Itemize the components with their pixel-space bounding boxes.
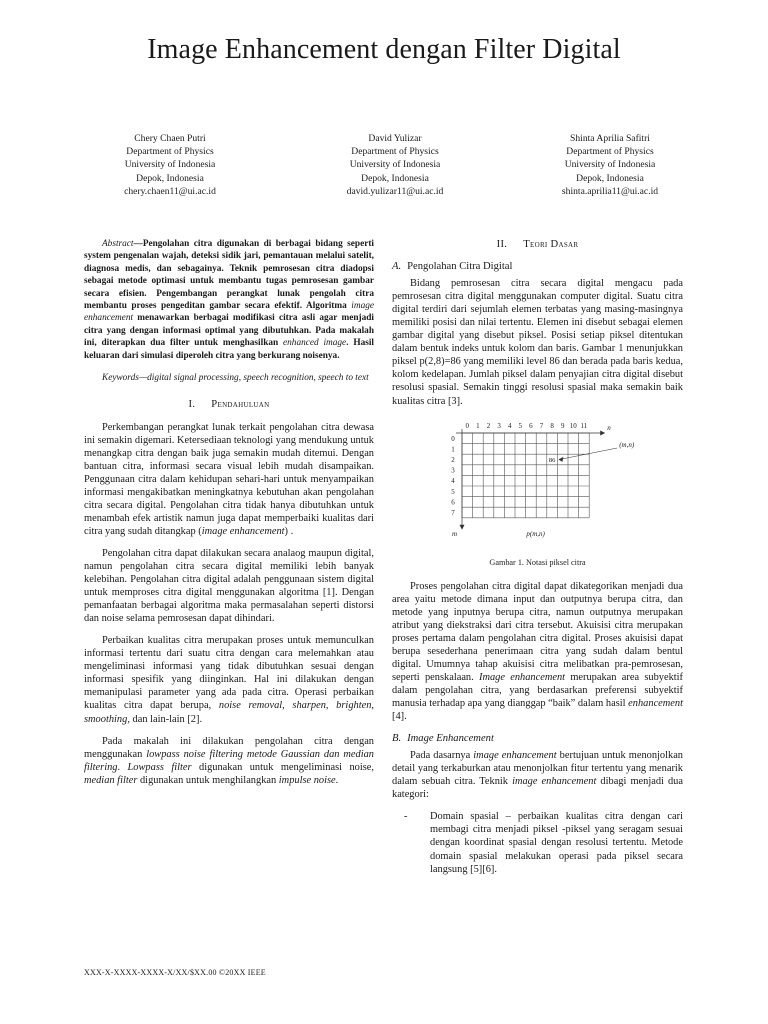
- col-tick-label: 1: [476, 421, 480, 430]
- col-tick-label: 8: [550, 421, 554, 430]
- text: .: [335, 774, 339, 786]
- author-dept: Department of Physics: [566, 146, 654, 158]
- n-axis-arrow: [600, 430, 605, 435]
- row-tick-label: 5: [451, 487, 455, 496]
- section-title: Pendahuluan: [211, 399, 270, 411]
- text: Perkembangan perangkat lunak terkait pengolahan citra dewasa ini semakin digemari. Ketersediaan teknologi yang mendukung untuk menangkap citra dengan baik juga semakin mudah ditemui. Dengan bantuan citra, informasi secara visual lebih mudah disampaikan. Penggunaan citra dalam kehidupan sehari-hari untuk menyampaikan informasi mengakibatkan meningkatnya kebutuhan akan pengolahan citra secara digital. Pengolahan citra tidak hanya dibutuhkan untuk menambah efek artistik namun juga dapat memperbaiki kualitas dari citra yang sudah ditangkap (: [84, 421, 374, 537]
- author-dept: Department of Physics: [126, 146, 214, 158]
- paper-title: Image Enhancement dengan Filter Digital: [147, 34, 621, 65]
- theory-paragraph-2: [392, 580, 683, 724]
- em-text: image enhancement: [512, 776, 597, 788]
- intro-paragraph-4: [84, 735, 374, 787]
- figure-pixel-grid: [392, 417, 683, 552]
- abstract-text: . Hasil keluaran dari simulasi diperoleh citra yang berkurang noisenya.: [84, 338, 374, 361]
- footer-copyright: XXX-X-XXXX-XXXX-X/XX/$XX.00 ©20XX IEEE: [84, 968, 266, 977]
- text: Pada dasarnya: [410, 750, 474, 762]
- section-number: II.: [496, 239, 508, 250]
- section-number: I.: [188, 399, 196, 411]
- section-heading-theory: [392, 238, 683, 251]
- row-tick-label: 6: [451, 497, 455, 506]
- col-tick-label: 4: [507, 421, 512, 430]
- mn-pointer-arrow: [558, 456, 563, 461]
- text: merupakan area subyektif dalam pengolahan citra, yang berdasarkan preferensi subyektif manusia terhadap apa yang dianggap “baik” dalam hasil: [392, 671, 683, 710]
- m-axis-label: m: [452, 529, 458, 538]
- col-tick-label: 5: [518, 421, 523, 430]
- author-location: Depok, Indonesia: [136, 172, 204, 184]
- list-item-text: Domain spasial – perbaikan kualitas citra dengan cari membagi citra menjadi piksel -piksel yang seragam sesuai dengan koordinat spasial dengan resolusi tertentu. Metode domain spasial melakukan operasi pada piksel secara langsung [5][6].: [430, 811, 683, 875]
- col-tick-label: 0: [465, 421, 470, 430]
- text: Perbaikan kualitas citra merupakan proses untuk memunculkan informasi tertentu dari suatu citra dengan cara melemahkan atau mengeliminasi informasi yang tidak dibutuhkan sesuai dengan informasi spesifik yang diinginkan. Hal ini dilakukan dengan memanipulasi parameter yang ada pada citra. Operasi perbaikan kualitas citra dapat berupa,: [84, 635, 374, 712]
- author-2: [285, 132, 505, 198]
- text: dibagi menjadi dua kategori:: [392, 776, 683, 801]
- abstract-lead: Abstract: [102, 239, 134, 249]
- abstract-text: menawarkan berbagai modifikasi citra asli agar menjadi citra yang dengan informasi optimal yang dibutuhkan. Pada makalah ini, diterapkan dua filter untuk menghasilkan: [84, 313, 374, 349]
- pixel-grid-diagram: [392, 417, 683, 552]
- pmn-label: p(m,n): [526, 529, 545, 538]
- em-text: lowpass noise filtering metode Gaussian dan median filtering: [84, 748, 374, 773]
- abstract-em: image enhancement: [84, 301, 374, 324]
- abstract-text: —Pengolahan citra digunakan di berbagai bidang seperti system pengenalan wajah, deteksi sidik jari, pemantauan melalui satelit, diagnosa medis, dan sebagainya. Teknik pemrosesan citra diadopsi sebagai metode optimasi untuk membantu tugas pemrosesan gambar secara efisien. Pengembangan perangkat lunak pengolah citra membantu proses pengeditan gambar secara efektif. Algoritma: [84, 239, 374, 312]
- text: , dan lain-lain [2].: [127, 713, 203, 725]
- col-tick-label: 6: [529, 421, 533, 430]
- text: Proses pengolahan citra digital dapat dikategorikan menjadi dua area yaitu metode dimana input dan outputnya berupa citra, dan metode yang inputnya berupa citra, namun outputnya merupakan atribut yang diekstraksi dari citra tersebut. Akuisisi citra merupakan proses pertama dalam pengolahan citra digital. Proses akuisisi dapat berupa sesederhana penerimaan citra yang sudah dalam bentul digital. Umumnya tahap akuisisi citra melibatkan pra-pemrosesan, seperti penskalaan.: [392, 580, 683, 683]
- author-name: Chery Chaen Putri: [134, 133, 206, 144]
- author-location: Depok, Indonesia: [361, 172, 429, 184]
- abstract: [84, 238, 374, 362]
- subsection-title: Image Enhancement: [407, 733, 494, 745]
- row-tick-label: 3: [451, 466, 455, 475]
- col-tick-label: 11: [580, 421, 588, 430]
- author-name: Shinta Aprilia Safitri: [570, 133, 650, 144]
- author-email: shinta.aprilia11@ui.ac.id: [561, 185, 659, 197]
- col-tick-label: 10: [569, 421, 577, 430]
- keywords: Keywords—digital signal processing, speech recognition, speech to text: [102, 373, 369, 384]
- row-tick-label: 7: [451, 508, 455, 517]
- right-column: [392, 238, 683, 876]
- section-heading-intro: [84, 398, 374, 411]
- theory-paragraph-1: Bidang pemrosesan citra secara digital mengacu pada pemrosesan citra digital menggunakan computer digital. Suatu citra digital terdiri dari sejumlah elemen terbatas yang masing-masingnya memiliki posisi dan nilai tertentu. Elemen ini disebut sebagai elemen gambar digital yang disebut piksel. Posisi setiap piksel ditentukan dalam bentuk indeks untuk kolom dan baris. Gambar 1 menunjukkan piksel p(2,8)=86 yang memiliki level 86 dan berada pada baris kedua, kolom kedelapan. Jumlah piksel dalam penyajian citra digital disebut resolusi spasial. Semakin tinggi resolusi spasial maka semakin baik kualitas citra [3].: [392, 278, 683, 407]
- row-tick-label: 4: [451, 476, 455, 485]
- subsection-title: Pengolahan Citra Digital: [407, 261, 513, 273]
- subsection-label: B.: [392, 733, 402, 745]
- text: ) .: [284, 525, 294, 537]
- list-item: [392, 810, 683, 875]
- em-text: image enhancement: [473, 750, 557, 762]
- intro-paragraph-2: Pengolahan citra dapat dilakukan secara analaog maupun digital, namun pengolahan citra secara digital memiliki lebih banyak kelebihan. Pengolahan citra digital adalah penggunaan sistem digital untuk memproses citra digital menggunakan algoritma [1]. Dengan pemanfaatan berbagai algoritma maka permasalahan seperti distorsi dan noise selama pemrosesan dapat dihindari.: [84, 547, 374, 625]
- author-univ: University of Indonesia: [124, 159, 216, 171]
- em-text: median filter: [84, 774, 138, 786]
- intro-paragraph-1: [84, 421, 374, 538]
- author-univ: University of Indonesia: [564, 159, 656, 171]
- subsection-label: A.: [392, 261, 402, 273]
- text: bertujuan untuk menonjolkan detail yang terkaburkan atau menonjolkan fitur tertentu yang menarik dalam sebuah citra. Teknik: [392, 750, 683, 788]
- author-email: david.yulizar11@ui.ac.id: [346, 185, 444, 197]
- section-title: Teori Dasar: [523, 239, 579, 250]
- pixel-value-label: 86: [548, 456, 556, 464]
- text: digunakan untuk mengeliminasi noise,: [191, 761, 374, 773]
- n-axis-label: n: [607, 423, 611, 432]
- col-tick-label: 7: [539, 421, 544, 430]
- author-name: David Yulizar: [368, 133, 422, 144]
- abstract-em: enhanced image: [283, 338, 347, 349]
- em-text: enhancement: [628, 698, 683, 710]
- left-column: [84, 238, 374, 796]
- subsection-heading-b: [392, 732, 683, 745]
- em-text: image enhancement: [201, 525, 285, 537]
- em-text: Lowpass filter: [127, 761, 192, 773]
- m-axis-arrow: [460, 524, 465, 529]
- figure-caption: Gambar 1. Notasi piksel citra: [489, 557, 586, 567]
- author-dept: Department of Physics: [351, 146, 439, 158]
- em-text: noise removal, sharpen, brighten, smoothing: [84, 700, 374, 725]
- author-location: Depok, Indonesia: [576, 172, 644, 184]
- em-text: Image enhancement: [479, 671, 566, 683]
- text: Pada makalah ini dilakukan pengolahan citra dengan menggunakan: [84, 735, 374, 760]
- row-tick-label: 2: [451, 455, 455, 464]
- text: [4].: [392, 711, 407, 723]
- intro-paragraph-3: [84, 634, 374, 725]
- text: digunakan untuk menghilangkan: [137, 774, 279, 786]
- col-tick-label: 9: [560, 421, 565, 430]
- author-email: chery.chaen11@ui.ac.id: [124, 185, 216, 197]
- subsection-heading-a: [392, 260, 683, 273]
- bullet-dash: -: [404, 811, 408, 823]
- col-tick-label: 3: [497, 421, 501, 430]
- text: .: [117, 761, 128, 773]
- author-3: [500, 132, 720, 198]
- mn-label: (m,n): [619, 440, 635, 449]
- author-univ: University of Indonesia: [349, 159, 441, 171]
- col-tick-label: 2: [486, 421, 491, 430]
- theory-paragraph-3: [392, 749, 683, 801]
- row-tick-label: 1: [451, 444, 455, 453]
- author-1: [60, 132, 280, 198]
- row-tick-label: 0: [451, 434, 455, 443]
- em-text: impulse noise: [278, 774, 336, 786]
